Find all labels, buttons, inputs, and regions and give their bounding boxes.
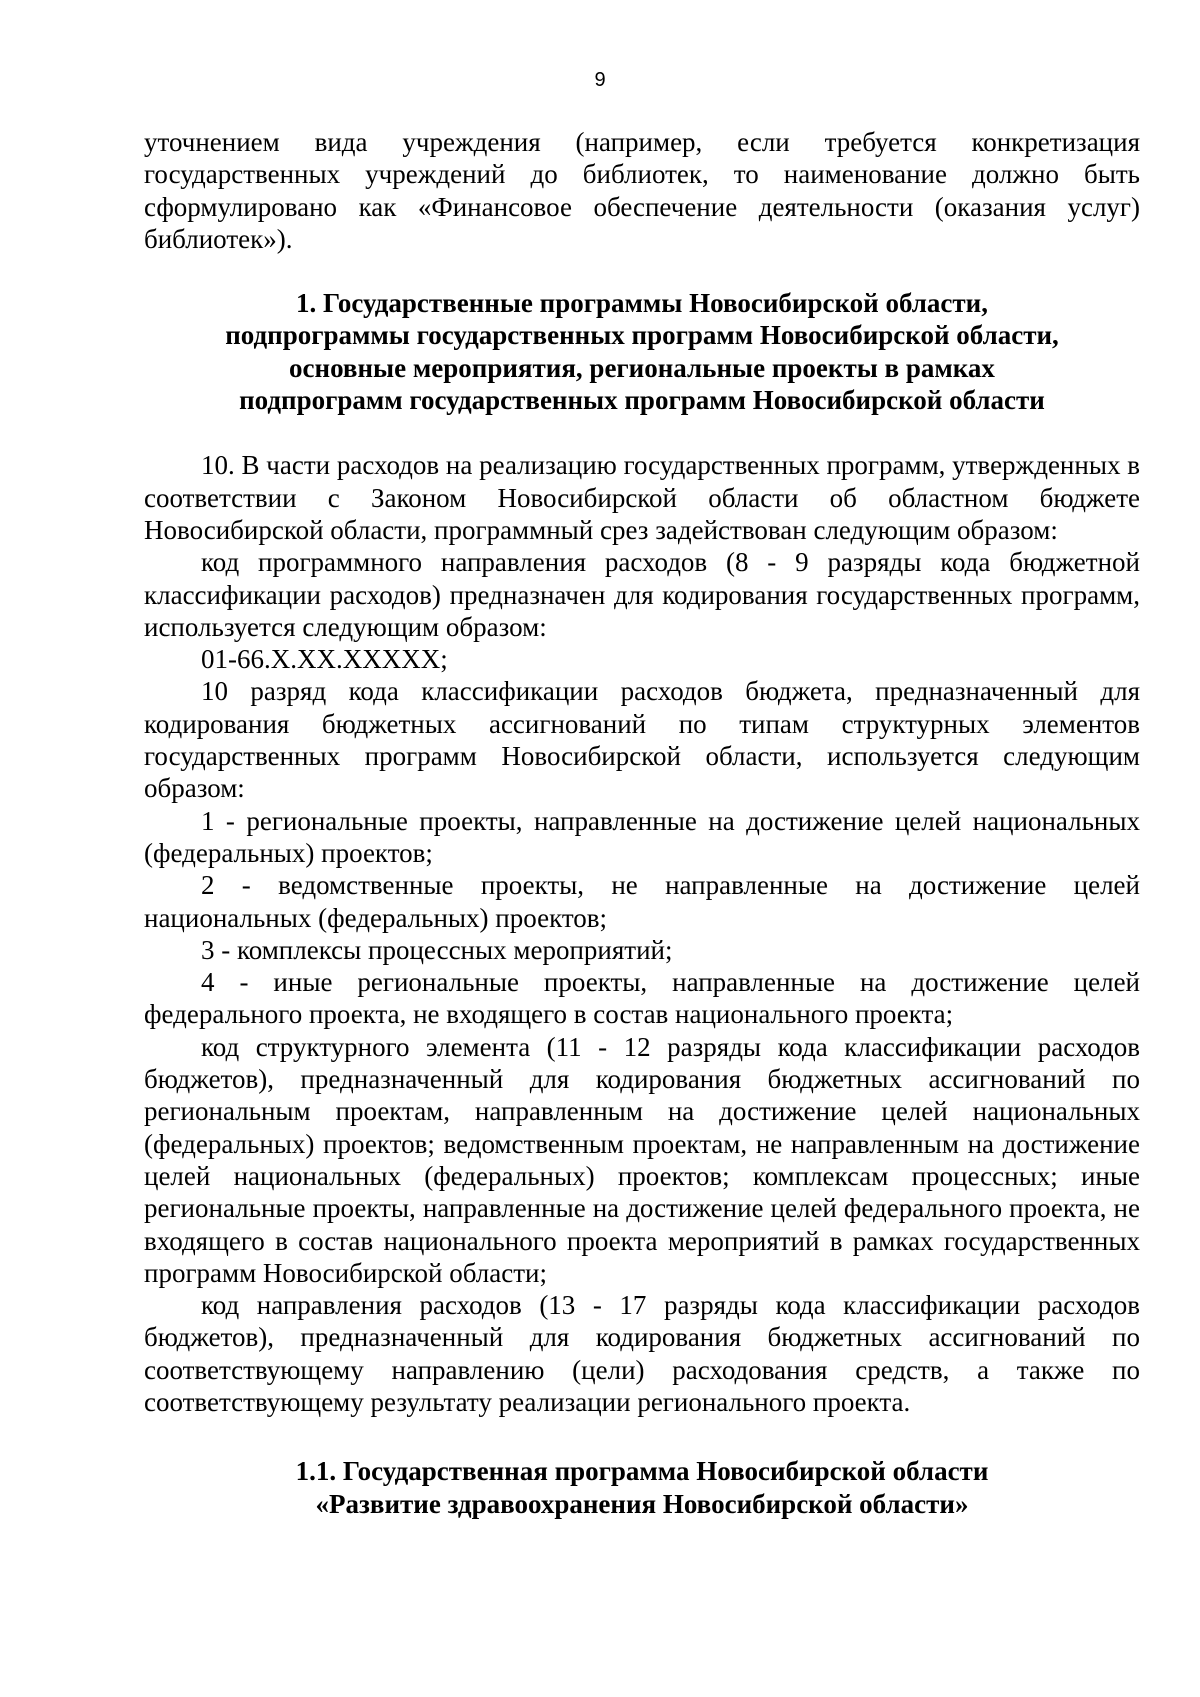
section-1-heading-line: 1. Государственные программы Новосибирской области, <box>296 288 988 319</box>
paragraph-10: 10. В части расходов на реализацию государственных программ, утвержденных в соответствии с Законом Новосибирской области об областном бюджете Новосибирской области, программный срез задействован следующим образом: <box>144 450 1140 545</box>
structural-element-code-paragraph: код структурного элемента (11 - 12 разряды кода классификации расходов бюджетов), предназначенный для кодирования бюджетных ассигнований по региональным проектам, направленным на достижение целей национальных (федеральных) проектов; ведомственным проектам, не направленным на достижение целей национальных (федеральных) проектов; комплексам процессных; иные региональные проекты, направленные на достижение целей федерального проекта, не входящего в состав национального проекта мероприятий в рамках государственных программ Новосибирской области; <box>144 1031 1140 1288</box>
page-number: 9 <box>594 69 606 91</box>
list-item-4: 4 - иные региональные проекты, направленные на достижение целей федерального проекта, не входящего в состав национального проекта; <box>144 967 1140 1030</box>
list-item-3: 3 - комплексы процессных мероприятий; <box>201 934 673 965</box>
digit-10-paragraph: 10 разряд кода классификации расходов бюджета, предназначенный для кодирования бюджетных ассигнований по типам структурных элементов государственных программ Новосибирской области, используется следующим образом: <box>144 676 1140 804</box>
expense-direction-code-paragraph: код направления расходов (13 - 17 разряды кода классификации расходов бюджетов), предназначенный для кодирования бюджетных ассигнований по соответствующему направлению (цели) расходования средств, а также по соответствующему результату реализации регионального проекта. <box>144 1290 1140 1417</box>
section-1-1-heading <box>144 1455 1140 1520</box>
section-1-heading <box>144 287 1140 416</box>
program-code-paragraph: код программного направления расходов (8 - 9 разряды кода бюджетной классификации расходов) предназначен для кодирования государственных программ, используется следующим образом: <box>144 547 1140 642</box>
program-code-format: 01-66.Х.ХХ.ХХХХХ; <box>201 644 448 675</box>
section-1-heading-line: подпрограммы государственных программ Новосибирской области, <box>225 320 1059 351</box>
document-body <box>144 126 1140 1520</box>
section-1-1-heading-line: 1.1. Государственная программа Новосибирской области <box>295 1456 989 1487</box>
list-item-2: 2 - ведомственные проекты, не направленные на достижение целей национальных (федеральных) проектов; <box>144 870 1140 933</box>
intro-paragraph: уточнением вида учреждения (например, если требуется конкретизация государственных учреждений до библиотек, то наименование должно быть сформулировано как «Финансовое обеспечение деятельности (оказания услуг) библиотек»). <box>144 127 1140 254</box>
list-item-1: 1 - региональные проекты, направленные на достижение целей национальных (федеральных) проектов; <box>144 805 1140 868</box>
section-1-heading-line: подпрограмм государственных программ Новосибирской области <box>239 385 1045 416</box>
section-1-heading-line: основные мероприятия, региональные проекты в рамках <box>289 352 995 383</box>
section-1-1-heading-line: «Развитие здравоохранения Новосибирской области» <box>315 1488 969 1519</box>
